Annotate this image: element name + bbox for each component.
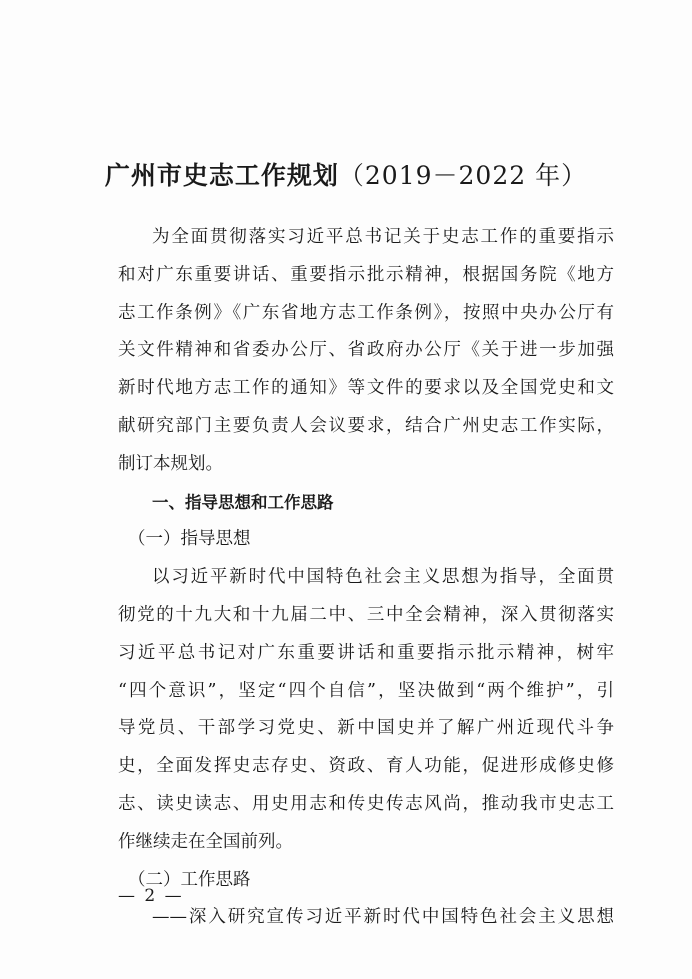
- title-main: 广州市史志工作规划: [104, 161, 339, 190]
- title-years: （2019－2022 年）: [338, 161, 588, 190]
- intro-line: 志工作条例》《广东省地方志工作条例》，按照中央办公厅有: [118, 302, 614, 323]
- subsection-heading: （一）指导思想: [128, 529, 251, 550]
- document-body: [118, 219, 614, 937]
- paragraph-line: “四个意识”，坚定“四个自信”，坚决做到“两个维护”，引: [118, 680, 614, 701]
- intro-line: 和对广东重要讲话、重要指示批示精神，根据国务院《地方: [118, 264, 614, 285]
- document-title: [0, 156, 692, 192]
- paragraph-line: ——深入研究宣传习近平新时代中国特色社会主义思想: [152, 907, 614, 928]
- paragraph-line: 史，全面发挥史志存史、资政、育人功能，促进形成修史修: [118, 756, 614, 777]
- intro-line: 制订本规划。: [118, 453, 223, 474]
- intro-line: 为全面贯彻落实习近平总书记关于史志工作的重要指示: [152, 227, 614, 247]
- paragraph-line: 志、读史读志、用史用志和传史传志风尚，推动我市史志工: [118, 793, 614, 814]
- paragraph-line: 彻党的十九大和十九届二中、三中全会精神，深入贯彻落实: [118, 604, 614, 625]
- intro-line: 献研究部门主要负责人会议要求，结合广州史志工作实际，: [118, 415, 614, 436]
- intro-line: 关文件精神和省委办公厅、省政府办公厅《关于进一步加强: [118, 340, 614, 361]
- page-number: — 2 —: [118, 886, 184, 906]
- paragraph-line: 作继续走在全国前列。: [118, 831, 293, 852]
- paragraph-line: 习近平总书记对广东重要讲话和重要指示批示精神，树牢: [118, 642, 614, 663]
- section-heading: 一、指导思想和工作思路: [152, 492, 334, 512]
- subsection-heading: （二）工作思路: [128, 869, 251, 890]
- intro-line: 新时代地方志工作的通知》等文件的要求以及全国党史和文: [118, 378, 614, 399]
- paragraph-line: 以习近平新时代中国特色社会主义思想为指导，全面贯: [152, 567, 614, 588]
- paragraph-line: 导党员、干部学习党史、新中国史并了解广州近现代斗争: [118, 718, 614, 739]
